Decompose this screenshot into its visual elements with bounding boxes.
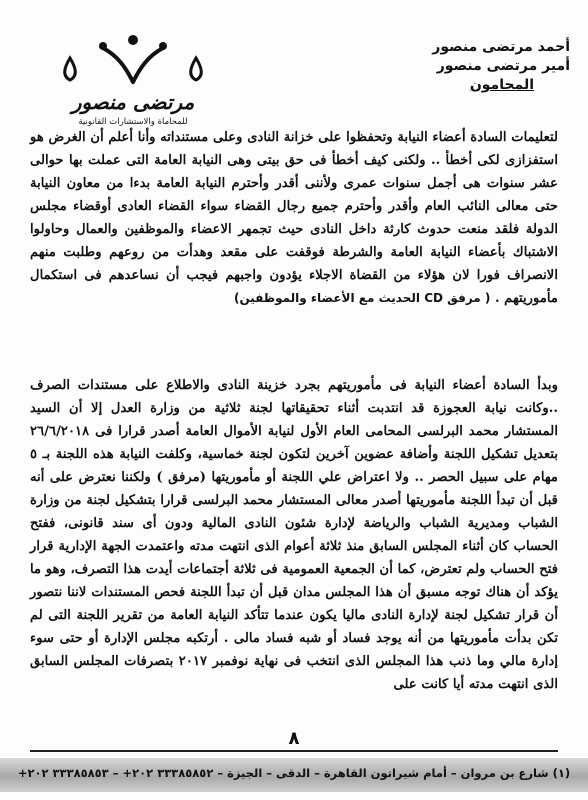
lawyers-label: المحامون — [469, 77, 534, 93]
paragraph-2-text: وبدأ السادة أعضاء النيابة فى مأموريتهم بجرد خزينة النادى والاطلاع على مستندات الصرف ..وكانت نيابة العجوزة قد انتدبت أثناء تحقيقاتها لجنة ثلاثية من وزارة العدل إلا أن السيد المستشار محمد البرلسى المحامى العام الأول لنيابة الأموال العامة أصدر قرارا فى ٢٦/٦/٢٠١٨ بتعديل تشكيل اللجنة وأضافة عضوين آخرين لتكون لجنة خماسية، وكلفت النيابة هذه اللجنة بـ ٥ مهام على سبيل الحصر .. ولا اعتراض علي اللجنة أو مأموريتها (مرفق ) ولكننا نعترض على أنه قبل أن تبدأ اللجنة مأموريتها أصدر معالى المستشار محمد البرلسى قرارا بتشكيل لجنة من وزارة الشباب ومديرية الشباب والرياضة لإدارة شئون النادى المالية ودون أى سند قانونى، ففتح الحساب كان أثناء المجلس السابق منذ ثلاثة أعوام الذى انتهت مدته واعتمدت الجهة الإدارية قرار فتح الحساب ولم تعترض، كما أن الجمعية العمومية فى ثلاثة أجتماعات أيدت هذا التصرف، وهو ما يؤكد أن هناك توجه مسبق أن هذا المجلس مدان قبل أن تبدأ اللجنة فحص المستندات لاننا نتصور أن قرار تشكيل لجنة لإدارة النادى ماليا يكون عندما تتأكد النيابة العامة من تقرير اللجنة التى لم تكن بدأت مأموريتها من أنه يوجد فساد أو شبه فساد مالى . أرتكبه مجلس الإدارة أو حتى سوء إدارة مالي وما ذنب هذا المجلس الذى انتخب فى نهاية نوفمبر ٢٠١٧ بتصرفات المجلس السابق الذى انتهت مدته أيا كانت على — [30, 378, 558, 692]
lawyer-name-1: أحمد مرتضى منصور — [432, 39, 570, 55]
paragraph-1-text: لتعليمات السادة أعضاء النيابة وتحفظوا على خزانة النادى وعلى مستنداته وأنا أعلم أن الغرض هو استفزازى لكى أخطأ .. ولكنى كيف أخطأ فى حق بيتى وهى النيابة العامة التى عملت بها حوالى عشر سنوات هى أجمل سنوات عمرى ولأننى أقدر وأحترم النيابة العامة بدءا من معاون النيابة حتى معالى النائب العام وأقدر وأحترم جميع رجال القضاء سواء القضاء العادى أوقضاء مجلس الدولة فلقد منعت حدوث كارثة داخل النادى حيث تجمهر الاعضاء والموظفين والعمال وحاولوا الاشتباك بأعضاء النيابة العامة والشرطة فوقفت على مقعد وهدأت من روعهم وطلبت منهم الانصراف فورا لان هؤلاء من القضاة الاجلاء يؤدون واجبهم فيجب أن نساعدهم فى استكمال مأموريتهم . — [30, 130, 558, 306]
logo-brand-name: مرتضى منصور — [71, 90, 195, 114]
logo-tagline: للمحاماة والاستشارات القانونية — [78, 117, 188, 127]
lawyer-name-2: أمير مرتضى منصور — [436, 58, 570, 74]
paragraph-1 — [30, 126, 558, 310]
footer-bar — [0, 758, 588, 792]
footer-address: (١) شارع بن مروان – أمام شيراتون القاهرة – الدقى – الجيزة – ٣٣٣٨٥٨٥٢ ٢٠٢+ – ٣٣٣٨٥٨٥٣ ٢٠٢+ — [17, 766, 571, 780]
letterhead-names — [380, 38, 570, 95]
page-number: ٨ — [288, 728, 300, 749]
firm-logo — [48, 30, 218, 130]
paragraph-2 — [30, 374, 558, 696]
footer-divider — [30, 750, 558, 752]
logo-emblem-icon — [48, 30, 218, 90]
attachment-note: ( مرفق CD الحديث مع الأعضاء والموظفين) — [233, 291, 491, 305]
